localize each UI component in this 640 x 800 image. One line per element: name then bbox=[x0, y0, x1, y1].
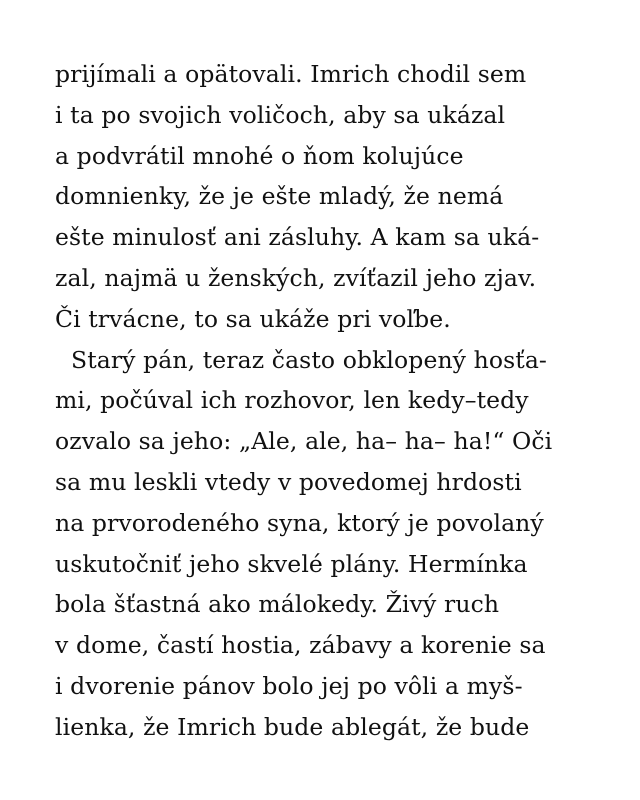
text-line: bola šťastná ako málokedy. Živý ruch bbox=[55, 590, 500, 619]
text-line: mi, počúval ich rozhovor, len kedy–tedy bbox=[55, 386, 529, 415]
body-text bbox=[55, 54, 595, 748]
text-line: v dome, častí hostia, zábavy a korenie sa bbox=[55, 631, 546, 660]
text-line: domnienky, že je ešte mladý, že nemá bbox=[55, 182, 504, 211]
text-line: Či trvácne, to sa ukáže pri voľbe. bbox=[55, 304, 451, 333]
text-line: lienka, že Imrich bude ablegát, že bude bbox=[55, 712, 530, 741]
text-line: ešte minulosť ani zásluhy. A kam sa uká- bbox=[55, 223, 540, 252]
paragraph-start-line: Starý pán, teraz často obklopený hosťa- bbox=[71, 345, 547, 374]
text-line: na prvorodeného syna, ktorý je povolaný bbox=[55, 508, 544, 537]
text-line: zal, najmä u ženských, zvíťazil jeho zjav. bbox=[55, 263, 537, 292]
text-line: prijímali a opätovali. Imrich chodil sem bbox=[55, 60, 527, 88]
text-line: sa mu leskli vtedy v povedomej hrdosti bbox=[55, 467, 522, 496]
text-line: uskutočniť jeho skvelé plány. Hermínka bbox=[55, 549, 528, 578]
text-line: i dvorenie pánov bolo jej po vôli a myš- bbox=[55, 671, 523, 700]
text-line: a podvrátil mnohé o ňom kolujúce bbox=[55, 141, 464, 170]
text-line: ozvalo sa jeho: „Ale, ale, ha– ha– ha!“ Oči bbox=[55, 427, 553, 456]
text-line: i ta po svojich voličoch, aby sa ukázal bbox=[55, 100, 506, 129]
